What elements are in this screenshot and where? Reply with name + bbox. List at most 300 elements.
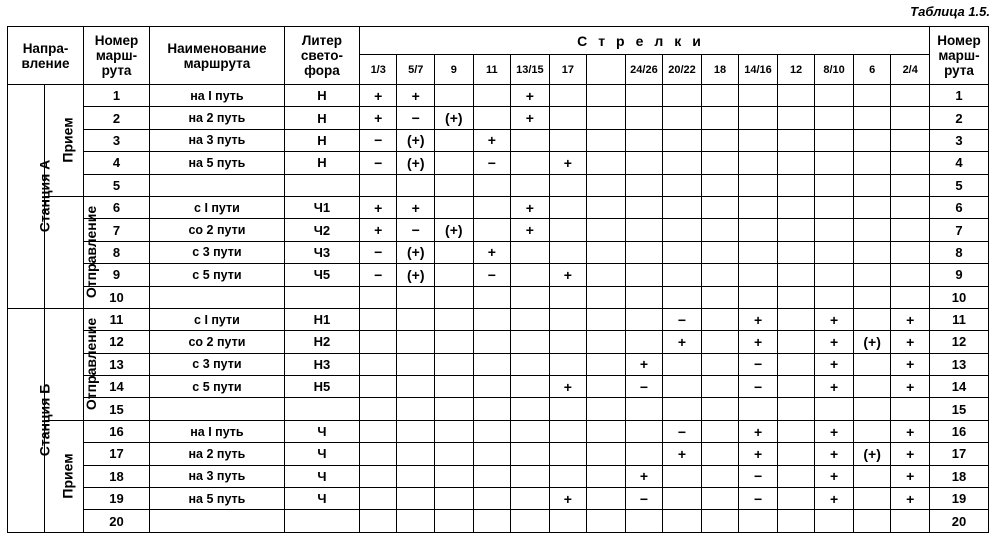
table-row (8, 196, 989, 218)
switch-mark (473, 443, 511, 465)
switch-column-header: 14/16 (739, 55, 778, 85)
switch-mark (511, 308, 550, 330)
switch-mark (397, 331, 435, 353)
switch-mark: + (359, 107, 397, 129)
signal-letter: Ч1 (284, 196, 359, 218)
switch-mark (511, 129, 550, 151)
switch-mark (663, 353, 702, 375)
route-number-right: 3 (930, 129, 989, 151)
route-number-right: 18 (930, 465, 989, 487)
switch-mark: + (549, 376, 587, 398)
switch-mark (853, 196, 891, 218)
switch-mark (435, 398, 474, 420)
route-name: с 3 пути (149, 241, 284, 263)
switch-mark (701, 308, 739, 330)
switch-mark (625, 129, 663, 151)
signal-letter: Ч3 (284, 241, 359, 263)
signal-letter: Ч5 (284, 264, 359, 286)
switch-mark (435, 420, 474, 442)
switch-mark (397, 353, 435, 375)
switch-mark (663, 465, 702, 487)
route-name: на 3 путь (149, 465, 284, 487)
switch-mark: (+) (397, 129, 435, 151)
switch-mark (739, 152, 778, 174)
switch-mark (435, 241, 474, 263)
route-name: на I путь (149, 85, 284, 107)
switch-mark (701, 465, 739, 487)
switch-mark: + (739, 443, 778, 465)
switch-mark (739, 219, 778, 241)
switch-mark (853, 376, 891, 398)
route-number-right: 9 (930, 264, 989, 286)
route-name (149, 398, 284, 420)
switch-mark (549, 420, 587, 442)
switch-mark: + (549, 264, 587, 286)
table-row (8, 398, 989, 420)
switch-mark (815, 196, 854, 218)
route-number: 12 (84, 331, 150, 353)
switch-mark (739, 264, 778, 286)
switch-mark (739, 241, 778, 263)
switch-mark (435, 308, 474, 330)
group-label-text: Прием (59, 117, 76, 164)
switch-mark (397, 174, 435, 196)
switch-mark (853, 420, 891, 442)
switch-mark (663, 241, 702, 263)
signal-letter: Ч (284, 488, 359, 510)
switch-mark (625, 152, 663, 174)
switch-mark (587, 85, 626, 107)
route-number-right: 7 (930, 219, 989, 241)
switch-mark (587, 443, 626, 465)
switch-mark (853, 107, 891, 129)
table-row (8, 219, 989, 241)
switch-mark: + (663, 331, 702, 353)
switch-mark (549, 107, 587, 129)
signal-letter: Н (284, 129, 359, 151)
switch-mark: + (891, 465, 930, 487)
switch-mark: + (549, 152, 587, 174)
switch-mark (777, 420, 815, 442)
switch-mark: + (549, 488, 587, 510)
switch-mark (549, 331, 587, 353)
route-name: со 2 пути (149, 219, 284, 241)
switch-column-header: 6 (853, 55, 891, 85)
switch-mark (511, 465, 550, 487)
switch-mark: − (739, 465, 778, 487)
route-number: 1 (84, 85, 150, 107)
switch-mark (777, 308, 815, 330)
switch-mark (473, 465, 511, 487)
switch-mark: + (397, 196, 435, 218)
table-row (8, 443, 989, 465)
signal-letter: Н2 (284, 331, 359, 353)
switch-mark (473, 174, 511, 196)
switch-mark: + (815, 376, 854, 398)
signal-letter (284, 510, 359, 532)
table-row (8, 376, 989, 398)
switch-mark (511, 331, 550, 353)
switch-mark (397, 398, 435, 420)
switch-mark (815, 264, 854, 286)
switch-mark (891, 241, 930, 263)
switch-mark: + (815, 420, 854, 442)
switch-mark: + (739, 308, 778, 330)
route-number: 11 (84, 308, 150, 330)
route-name: на 2 путь (149, 443, 284, 465)
switch-mark (625, 286, 663, 308)
switch-mark (777, 241, 815, 263)
switch-mark (815, 152, 854, 174)
header-route-name: Наименование маршрута (149, 27, 284, 85)
switch-mark: + (815, 353, 854, 375)
switch-mark (511, 241, 550, 263)
route-number: 13 (84, 353, 150, 375)
switch-mark (511, 353, 550, 375)
table-row (8, 85, 989, 107)
switch-mark (891, 219, 930, 241)
switch-mark (435, 264, 474, 286)
switch-mark (587, 264, 626, 286)
signal-letter: Ч (284, 465, 359, 487)
switch-mark (511, 286, 550, 308)
switch-mark: − (397, 107, 435, 129)
switch-mark (663, 219, 702, 241)
header-direction: Напра-вление (8, 27, 84, 85)
signal-letter: Н1 (284, 308, 359, 330)
route-name (149, 510, 284, 532)
switch-mark (473, 398, 511, 420)
route-name: на 5 путь (149, 152, 284, 174)
station-label-text: Станция А (36, 160, 53, 233)
switch-mark (473, 286, 511, 308)
switch-mark (853, 241, 891, 263)
switch-mark (701, 264, 739, 286)
switch-mark (549, 85, 587, 107)
switch-mark (435, 196, 474, 218)
route-name: на 5 путь (149, 488, 284, 510)
switch-mark: + (511, 219, 550, 241)
signal-letter: Н5 (284, 376, 359, 398)
switch-mark (359, 353, 397, 375)
switch-mark (549, 174, 587, 196)
switch-mark (815, 174, 854, 196)
table-row (8, 129, 989, 151)
switch-mark: (+) (397, 152, 435, 174)
switch-mark (701, 107, 739, 129)
route-number: 17 (84, 443, 150, 465)
switch-mark (853, 465, 891, 487)
route-number: 8 (84, 241, 150, 263)
switch-mark (435, 85, 474, 107)
switch-mark (359, 488, 397, 510)
switch-mark: + (815, 443, 854, 465)
switch-mark (853, 219, 891, 241)
switch-mark (663, 286, 702, 308)
switch-mark: − (473, 264, 511, 286)
route-number-right: 11 (930, 308, 989, 330)
table-row (8, 264, 989, 286)
station-label-text: Станция Б (36, 384, 53, 457)
signal-letter: Н3 (284, 353, 359, 375)
switch-mark (739, 398, 778, 420)
switch-column-header: 12 (777, 55, 815, 85)
signal-letter: Н (284, 107, 359, 129)
route-number: 4 (84, 152, 150, 174)
switch-mark (739, 510, 778, 532)
switch-mark: + (815, 488, 854, 510)
switch-mark (891, 85, 930, 107)
switch-mark (891, 398, 930, 420)
switch-mark: + (359, 196, 397, 218)
switch-mark (397, 420, 435, 442)
switch-mark (473, 85, 511, 107)
switch-mark (359, 331, 397, 353)
switch-mark (549, 398, 587, 420)
switch-column-header: 20/22 (663, 55, 702, 85)
header-signal: Литер свето-фора (284, 27, 359, 85)
switch-mark (473, 420, 511, 442)
switch-mark (511, 443, 550, 465)
switch-mark (587, 398, 626, 420)
switch-mark (701, 241, 739, 263)
switch-mark (511, 510, 550, 532)
switch-mark (739, 196, 778, 218)
switch-mark: + (815, 308, 854, 330)
switch-mark (473, 353, 511, 375)
switch-mark: − (739, 488, 778, 510)
switch-mark (549, 219, 587, 241)
switch-mark (397, 286, 435, 308)
switch-mark (701, 510, 739, 532)
switch-mark (397, 376, 435, 398)
switch-column-header: 8/10 (815, 55, 854, 85)
switch-mark (473, 510, 511, 532)
switch-mark (663, 152, 702, 174)
header-route-number-right: Номер марш-рута (930, 27, 989, 85)
switch-mark (701, 443, 739, 465)
switch-mark: + (891, 443, 930, 465)
switch-mark (587, 488, 626, 510)
switch-mark (663, 376, 702, 398)
switch-column-header: 1/3 (359, 55, 397, 85)
route-number: 20 (84, 510, 150, 532)
route-number: 16 (84, 420, 150, 442)
switch-mark (777, 129, 815, 151)
switch-mark: (+) (435, 219, 474, 241)
switch-mark (777, 85, 815, 107)
signal-letter: Н (284, 152, 359, 174)
route-number: 7 (84, 219, 150, 241)
switch-mark (701, 331, 739, 353)
switch-mark: (+) (397, 241, 435, 263)
route-number-right: 16 (930, 420, 989, 442)
switch-mark (777, 107, 815, 129)
header-switches: Стрелки (359, 27, 929, 55)
switch-mark (853, 286, 891, 308)
switch-mark (359, 510, 397, 532)
switch-mark (891, 107, 930, 129)
switch-mark (739, 286, 778, 308)
table-row (8, 286, 989, 308)
switch-mark: − (739, 353, 778, 375)
switch-mark: − (359, 241, 397, 263)
table-row (8, 308, 989, 330)
switch-mark (435, 488, 474, 510)
switch-mark (853, 488, 891, 510)
switch-mark (625, 420, 663, 442)
route-number-right: 19 (930, 488, 989, 510)
switch-mark (435, 510, 474, 532)
switch-mark (435, 331, 474, 353)
switch-mark (815, 510, 854, 532)
switch-mark (701, 196, 739, 218)
switch-mark (739, 85, 778, 107)
switch-mark (663, 129, 702, 151)
group-label (44, 420, 84, 532)
table-row (8, 107, 989, 129)
switch-mark (549, 308, 587, 330)
route-number-right: 10 (930, 286, 989, 308)
switch-mark: + (473, 241, 511, 263)
switch-mark (587, 510, 626, 532)
switch-mark (473, 196, 511, 218)
route-number: 19 (84, 488, 150, 510)
switch-mark (587, 196, 626, 218)
switch-mark (891, 264, 930, 286)
switch-mark (397, 465, 435, 487)
switch-mark (625, 219, 663, 241)
route-name (149, 174, 284, 196)
switch-mark (625, 107, 663, 129)
route-name: на 3 путь (149, 129, 284, 151)
switch-mark (815, 129, 854, 151)
switch-mark (777, 353, 815, 375)
group-label-text: Отправление (82, 206, 99, 299)
route-number-right: 5 (930, 174, 989, 196)
switch-mark (777, 196, 815, 218)
route-number: 15 (84, 398, 150, 420)
switch-column-header: 11 (473, 55, 511, 85)
switch-mark (587, 129, 626, 151)
switch-mark (625, 196, 663, 218)
switch-mark: − (473, 152, 511, 174)
switch-mark (625, 331, 663, 353)
station-label (8, 308, 53, 532)
switch-mark: − (397, 219, 435, 241)
table-row (8, 331, 989, 353)
route-number: 14 (84, 376, 150, 398)
route-number: 3 (84, 129, 150, 151)
switch-mark (891, 129, 930, 151)
switch-mark: + (625, 465, 663, 487)
switch-mark: − (625, 376, 663, 398)
signal-letter (284, 398, 359, 420)
switch-mark (435, 465, 474, 487)
switch-mark (663, 264, 702, 286)
switch-mark (701, 129, 739, 151)
switch-mark (587, 465, 626, 487)
switch-mark (359, 465, 397, 487)
group-label-text: Прием (59, 453, 76, 499)
switch-mark (777, 264, 815, 286)
switch-mark (511, 264, 550, 286)
switch-mark (815, 107, 854, 129)
switch-mark (701, 174, 739, 196)
switch-mark (435, 443, 474, 465)
switch-mark (891, 286, 930, 308)
switch-mark: + (891, 308, 930, 330)
switch-mark (397, 308, 435, 330)
switch-mark (891, 510, 930, 532)
switch-mark (853, 264, 891, 286)
header-route-number: Номер марш-рута (84, 27, 150, 85)
switch-mark (815, 219, 854, 241)
switch-mark (891, 196, 930, 218)
switch-mark (777, 488, 815, 510)
switch-mark (549, 241, 587, 263)
route-number: 9 (84, 264, 150, 286)
switch-mark (511, 398, 550, 420)
switch-mark: − (359, 264, 397, 286)
switch-mark (663, 107, 702, 129)
table-row (8, 152, 989, 174)
route-name: со 2 пути (149, 331, 284, 353)
group-label (44, 308, 99, 420)
table-caption: Таблица 1.5. (910, 4, 990, 19)
signal-letter: Н (284, 85, 359, 107)
switch-column-header: 18 (701, 55, 739, 85)
switch-mark (587, 174, 626, 196)
switch-mark: + (625, 353, 663, 375)
switch-mark (587, 286, 626, 308)
table-row (8, 241, 989, 263)
switch-mark (777, 174, 815, 196)
switch-mark (739, 174, 778, 196)
station-label (8, 85, 53, 309)
switch-mark (701, 488, 739, 510)
switch-mark (587, 353, 626, 375)
switch-mark (891, 174, 930, 196)
switch-column-header: 5/7 (397, 55, 435, 85)
switch-mark (549, 443, 587, 465)
switch-mark (777, 219, 815, 241)
switch-mark (891, 152, 930, 174)
route-name: на I путь (149, 420, 284, 442)
route-number-right: 13 (930, 353, 989, 375)
route-name: с I пути (149, 308, 284, 330)
switch-mark (511, 488, 550, 510)
switch-column-header: 13/15 (511, 55, 550, 85)
switch-mark: + (891, 376, 930, 398)
route-number: 18 (84, 465, 150, 487)
switch-mark: + (739, 420, 778, 442)
switch-mark (625, 443, 663, 465)
table-row (8, 353, 989, 375)
switch-mark (435, 129, 474, 151)
route-number-right: 8 (930, 241, 989, 263)
route-number: 5 (84, 174, 150, 196)
route-name (149, 286, 284, 308)
switch-mark (359, 443, 397, 465)
route-number-right: 4 (930, 152, 989, 174)
switch-mark: + (511, 196, 550, 218)
switch-mark (511, 174, 550, 196)
switch-mark (663, 174, 702, 196)
route-table (7, 26, 989, 533)
switch-mark (587, 152, 626, 174)
switch-mark: + (891, 331, 930, 353)
